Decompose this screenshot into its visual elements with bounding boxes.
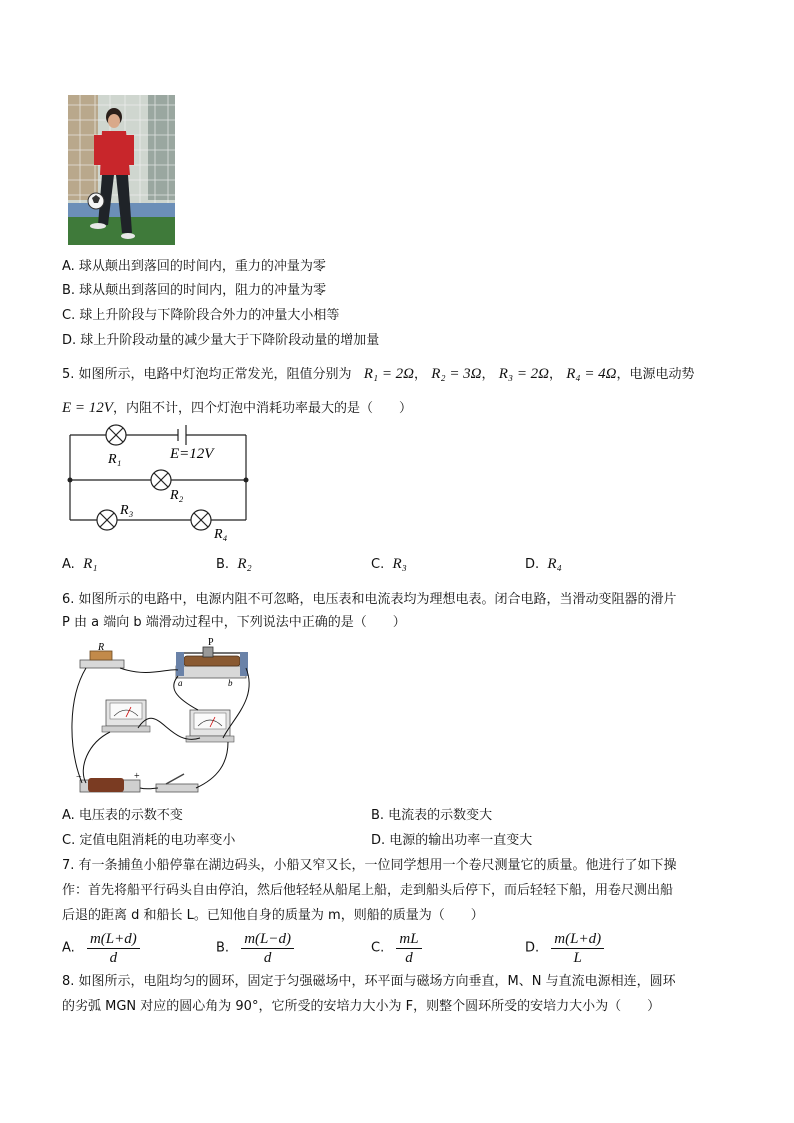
q5-option-c-letter: C.: [371, 557, 385, 572]
fig-label-a: a: [178, 678, 183, 688]
q5-option-c-value: R₃: [392, 556, 407, 572]
q7-option-c-num: mL: [396, 930, 421, 949]
fig-label-r4: R₄: [214, 527, 228, 542]
q5-stem-line-1: 5. 如图所示，电路中灯泡均正常发光，阻值分别为 R₁ = 2Ω， R₂ = 3Ω， R₃ = 2Ω， R₄ = 4Ω，电源电动势: [62, 366, 695, 382]
q7-option-b-den: d: [263, 950, 272, 966]
q5-option-b-letter: B.: [216, 557, 230, 572]
q7-option-a-num: m(L+d): [87, 930, 140, 949]
q7-option-d-num: m(L+d): [551, 930, 604, 949]
q4-option-c: C. 球上升阶段与下降阶段合外力的冲量大小相等: [62, 308, 340, 323]
voltmeter-icon: [102, 700, 150, 732]
q7-option-b-fraction: [241, 930, 294, 967]
q5-r1: R₁ = 2Ω: [363, 366, 415, 382]
q5-option-d-value: R₄: [547, 556, 562, 572]
fig-label-b: b: [228, 678, 233, 688]
q5-r4: R₄ = 4Ω: [566, 366, 617, 382]
fig-label-r1: R₁: [108, 452, 122, 467]
battery-icon: [80, 778, 140, 792]
q8-stem-line-1: 8. 如图所示，电阻均匀的圆环，固定于匀强磁场中，环平面与磁场方向垂直，M、N 与直流电源相连，圆环: [62, 974, 676, 989]
q5-option-d: [525, 554, 562, 575]
q5-r2: R₂ = 3Ω: [431, 366, 482, 382]
q6-option-c: C. 定值电阻消耗的电功率变小: [62, 833, 236, 848]
q5-circuit-diagram: [60, 420, 260, 545]
switch-icon: [156, 774, 198, 792]
resistor-icon: [80, 651, 124, 668]
q6-stem-line-1: 6. 如图所示的电路中，电源内阻不可忽略，电压表和电流表均为理想电表。闭合电路，当滑动变阻器的滑片: [62, 592, 677, 607]
q7-option-d: [525, 930, 604, 967]
q6-option-a: A. 电压表的示数不变: [62, 808, 183, 823]
q7-option-a-fraction: [87, 930, 140, 967]
q5-option-b-value: R₂: [237, 556, 252, 572]
q5-emf: E = 12V: [62, 400, 113, 416]
fig-label-plus: +: [134, 771, 140, 782]
q7-option-d-letter: D.: [525, 940, 540, 956]
football-photo: [68, 95, 175, 245]
q4-option-d: D. 球上升阶段动量的减少量大于下降阶段动量的增加量: [62, 333, 380, 348]
q5-option-b: [216, 554, 252, 575]
fig-label-r3: R₃: [120, 503, 134, 518]
q7-stem-line-2: 作：首先将船平行码头自由停泊，然后他轻轻从船尾上船，走到船头后停下，而后轻轻下船，用卷尺测出船: [62, 883, 674, 898]
q5-r3: R₃ = 2Ω: [498, 366, 550, 382]
q5-stem-line-2: [62, 398, 412, 419]
q5-option-c: [371, 554, 407, 575]
q6-stem-line-2: P 由 a 端向 b 端滑动过程中，下列说法中正确的是（ ）: [62, 615, 406, 630]
q7-stem-line-1: 7. 有一条捕鱼小船停靠在湖边码头，小船又窄又长，一位同学想用一个卷尺测量它的质量。他进行了如下操: [62, 858, 677, 873]
q6-option-d: D. 电源的输出功率一直变大: [371, 833, 533, 848]
q6-apparatus-diagram: [58, 638, 258, 800]
q5-option-a: [62, 554, 97, 575]
rheostat-icon: [176, 647, 248, 678]
q7-option-a-letter: A.: [62, 940, 75, 956]
fig-label-p: P: [208, 638, 214, 648]
q5-stem-b: ，电源电动势: [616, 367, 695, 382]
q7-option-c: [371, 930, 422, 967]
q7-option-b: [216, 930, 294, 967]
fig-label-e: E=12V: [170, 446, 214, 462]
q7-option-c-fraction: [396, 930, 421, 967]
fig-label-r2: R₂: [170, 488, 184, 503]
q5-option-a-value: R₁: [83, 556, 98, 572]
q5-stem-a: 5. 如图所示，电路中灯泡均正常发光，阻值分别为: [62, 367, 352, 382]
q7-option-b-letter: B.: [216, 940, 230, 956]
q4-option-b: B. 球从颠出到落回的时间内，阻力的冲量为零: [62, 283, 327, 298]
q7-option-b-num: m(L−d): [241, 930, 294, 949]
q7-option-c-den: d: [405, 950, 413, 966]
q5-option-a-letter: A.: [62, 557, 75, 572]
q7-option-c-letter: C.: [371, 940, 385, 956]
q7-option-d-fraction: [551, 930, 604, 967]
q4-option-a: A. 球从颠出到落回的时间内，重力的冲量为零: [62, 259, 326, 274]
q7-option-a-den: d: [109, 950, 118, 966]
q5-stem-c: ，内阻不计，四个灯泡中消耗功率最大的是（ ）: [112, 401, 412, 416]
q5-option-d-letter: D.: [525, 557, 540, 572]
lamp-icon: [106, 425, 126, 445]
fig-label-minus: −: [76, 772, 82, 783]
ammeter-icon: [186, 710, 234, 742]
q7-stem-line-3: 后退的距离 d 和船长 L。已知他自身的质量为 m，则船的质量为（ ）: [62, 908, 484, 923]
q8-stem-line-2: 的劣弧 MGN 对应的圆心角为 90°，它所受的安培力大小为 F，则整个圆环所受的安培力大小为（ ）: [62, 999, 661, 1014]
q6-option-b: B. 电流表的示数变大: [371, 808, 493, 823]
q7-option-a: [62, 930, 140, 967]
fig-label-r: R: [98, 642, 105, 653]
q7-option-d-den: L: [573, 950, 582, 966]
